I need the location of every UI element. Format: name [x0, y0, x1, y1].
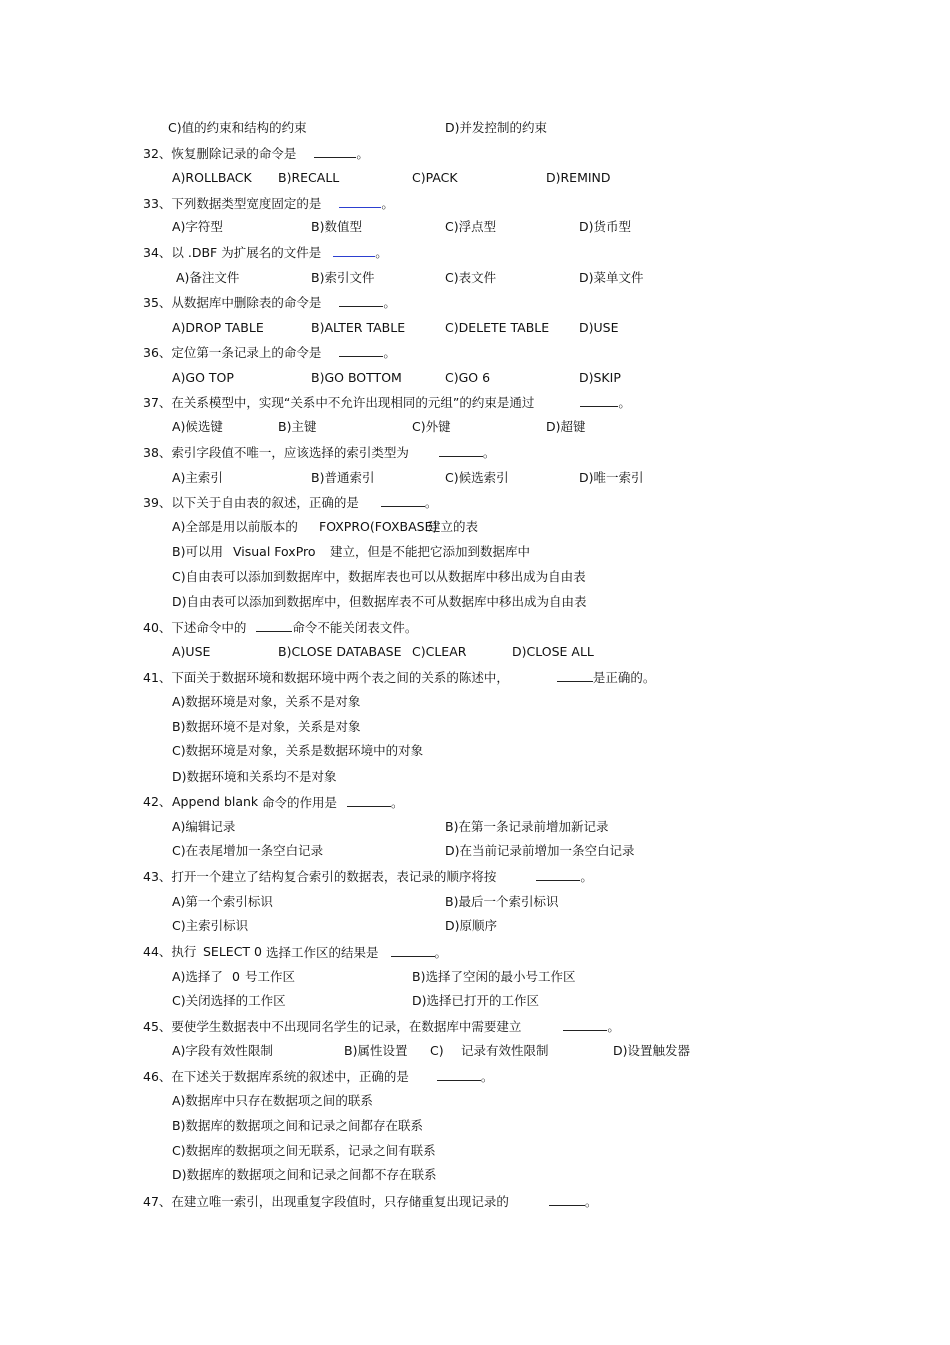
option-text [172, 794, 258, 810]
option-text [172, 1143, 436, 1159]
line-text: D)唯一索引 [579, 470, 644, 485]
option-text [278, 644, 402, 660]
answer-blank [391, 944, 435, 957]
answer-blank [256, 619, 292, 632]
option-text [445, 918, 497, 934]
answer-blank [381, 494, 425, 507]
line-text: 37、在关系模型中，实现“关系中不允许出现相同的元组”的约束是通过 [143, 395, 535, 410]
option-text [311, 370, 402, 386]
line-text: 42、 [143, 794, 172, 809]
line-text: Visual FoxPro [233, 544, 316, 559]
option-text [445, 270, 496, 286]
option-text [172, 719, 360, 735]
line-text: D)SKIP [579, 370, 621, 385]
line-text: D)数据库的数据项之间和记录之间都不存在联系 [172, 1167, 437, 1182]
line-text: 33、下列数据类型宽度固定的是 [143, 196, 322, 211]
option-text [579, 320, 618, 336]
line-text: 38、索引字段值不唯一，应该选择的索引类型为 [143, 445, 409, 460]
question-text [143, 444, 495, 460]
line-suffix: 。 [383, 345, 396, 360]
line-text: A)全部是用以前版本的 [172, 519, 298, 534]
line-text: 0 [232, 969, 240, 984]
answer-blank [580, 394, 618, 407]
option-text [613, 1043, 690, 1059]
option-text [579, 270, 644, 286]
line-text: C)候选索引 [445, 470, 509, 485]
line-suffix: 。 [434, 945, 448, 960]
option-text [311, 470, 374, 486]
line-text: B)数值型 [311, 219, 362, 234]
line-text: B)ALTER TABLE [311, 320, 406, 335]
line-text: 45、要使学生数据表中不出现同名学生的记录，在数据库中需要建立 [143, 1019, 522, 1034]
option-text [445, 370, 490, 386]
answer-blank [563, 1018, 607, 1031]
line-suffix: 。 [381, 196, 394, 211]
answer-blank [339, 195, 381, 208]
question-text [143, 794, 171, 810]
line-suffix: 。 [383, 295, 396, 310]
option-text [172, 544, 223, 560]
option-text [546, 170, 611, 186]
line-text: C)数据库的数据项之间无联系，记录之间有联系 [172, 1143, 436, 1158]
option-text [172, 843, 323, 859]
answer-blank [557, 669, 593, 682]
line-text: D)菜单文件 [579, 270, 644, 285]
line-text: A)第一个索引标识 [172, 894, 273, 909]
question-text [143, 868, 593, 884]
line-text: C) [430, 1043, 444, 1058]
question-text [143, 145, 369, 161]
line-text: B)数据库的数据项之间和记录之间都存在联系 [172, 1118, 423, 1133]
line-text: 建立，但是不能把它添加到数据库中 [330, 544, 531, 559]
line-text: D)原顺序 [445, 918, 498, 933]
line-text: C)GO 6 [445, 370, 491, 385]
line-text: 39、以下关于自由表的叙述，正确的是 [143, 495, 359, 510]
question-text [143, 494, 437, 510]
option-text [172, 1167, 437, 1183]
option-text [579, 470, 644, 486]
option-text [172, 170, 252, 186]
line-text: B)CLOSE DATABASE [278, 644, 402, 659]
line-text: C)DELETE TABLE [445, 320, 550, 335]
option-text [172, 569, 586, 585]
option-text [172, 320, 264, 336]
line-text: 32、恢复删除记录的命令是 [143, 146, 297, 161]
line-text: D)在当前记录前增加一条空白记录 [445, 843, 635, 858]
option-text [430, 1043, 444, 1059]
option-text [412, 170, 458, 186]
line-text: A)编辑记录 [172, 819, 236, 834]
option-text [344, 1043, 407, 1059]
line-text: D)货币型 [579, 219, 632, 234]
option-text [266, 944, 447, 960]
option-text [232, 969, 240, 985]
option-text [311, 270, 374, 286]
option-text [311, 320, 405, 336]
line-text: A)ROLLBACK [172, 170, 252, 185]
option-text [168, 120, 307, 136]
option-text [172, 470, 223, 486]
option-text [172, 769, 337, 785]
option-text [278, 419, 316, 435]
line-text: B)属性设置 [344, 1043, 408, 1058]
line-text: C)自由表可以添加到数据库中，数据库表也可以从数据库中移出成为自由表 [172, 569, 586, 584]
line-suffix: 命令不能关闭表文件。 [292, 620, 418, 635]
line-text: 46、在下述关于数据库系统的叙述中，正确的是 [143, 1069, 409, 1084]
option-text [172, 694, 360, 710]
line-text: A)选择了 [172, 969, 223, 984]
option-text [445, 843, 635, 859]
option-text [172, 1043, 273, 1059]
line-suffix: 。 [482, 445, 496, 460]
line-text: A)字符型 [172, 219, 223, 234]
line-text: C)浮点型 [445, 219, 497, 234]
line-text: A)数据库中只存在数据项之间的联系 [172, 1093, 373, 1108]
line-text: D)CLOSE ALL [512, 644, 594, 659]
option-text [172, 743, 423, 759]
option-text [172, 594, 587, 610]
option-text [262, 794, 404, 810]
line-text: B)索引文件 [311, 270, 375, 285]
option-text [445, 219, 496, 235]
line-text: D)设置触发器 [613, 1043, 691, 1058]
line-text: B)可以用 [172, 544, 223, 559]
option-text [172, 1118, 423, 1134]
line-suffix: 。 [584, 1194, 598, 1209]
option-text [445, 819, 608, 835]
question-text [143, 294, 396, 310]
answer-blank [439, 444, 483, 457]
line-text: 记录有效性限制 [461, 1043, 549, 1058]
option-text [172, 918, 248, 934]
line-suffix: 。 [356, 146, 369, 161]
line-text: C)表文件 [445, 270, 497, 285]
option-text [311, 219, 362, 235]
line-text: C)PACK [412, 170, 458, 185]
question-text [143, 944, 196, 960]
line-text: 号工作区 [245, 969, 296, 984]
line-text: D)REMIND [546, 170, 611, 185]
option-text [203, 944, 262, 960]
answer-blank [339, 344, 383, 357]
answer-blank [437, 1068, 481, 1081]
line-text: FOXPRO(FOXBASE) [319, 519, 438, 534]
option-text [412, 644, 466, 660]
option-text [461, 1043, 549, 1059]
line-text: 40、下述命令中的 [143, 620, 247, 635]
option-text [172, 519, 298, 535]
line-text: A)数据环境是对象，关系不是对象 [172, 694, 361, 709]
option-text [245, 969, 295, 985]
line-text: C)主索引标识 [172, 918, 249, 933]
line-text: SELECT 0 [203, 944, 262, 959]
line-suffix: 。 [391, 795, 404, 810]
line-text: D)USE [579, 320, 619, 335]
option-text [172, 644, 210, 660]
line-text: B)RECALL [278, 170, 340, 185]
line-text: B)选择了空闲的最小号工作区 [412, 969, 576, 984]
option-text [176, 270, 239, 286]
option-text [319, 519, 437, 535]
option-text [172, 370, 234, 386]
line-text: D)并发控制的约束 [445, 120, 548, 135]
option-text [445, 470, 509, 486]
option-text [172, 969, 223, 985]
line-text: C)外键 [412, 419, 451, 434]
option-text [233, 544, 316, 560]
line-text: 选择工作区的结果是 [266, 945, 379, 960]
question-text [143, 1018, 620, 1034]
option-text [512, 644, 594, 660]
line-text: A)备注文件 [176, 270, 240, 285]
option-text [330, 544, 530, 560]
answer-blank [347, 794, 391, 807]
line-text: A)USE [172, 644, 211, 659]
answer-blank [333, 244, 375, 257]
line-text: C)值的约束和结构的约束 [168, 120, 307, 135]
line-text: D)超键 [546, 419, 586, 434]
line-text: 43、打开一个建立了结构复合索引的数据表，表记录的顺序将按 [143, 869, 497, 884]
option-text [278, 170, 339, 186]
option-text [412, 419, 451, 435]
option-text [412, 969, 575, 985]
line-suffix: 。 [580, 869, 593, 884]
option-text [579, 219, 631, 235]
question-text [143, 195, 394, 211]
line-text: C)在表尾增加一条空白记录 [172, 843, 324, 858]
question-text [143, 619, 417, 635]
line-text: 命令的作用是 [262, 795, 338, 810]
line-text: D)选择已打开的工作区 [412, 993, 540, 1008]
line-text: Append blank [172, 794, 259, 809]
line-text: 41、下面关于数据环境和数据环境中两个表之间的关系的陈述中， [143, 670, 509, 685]
option-text [172, 819, 235, 835]
option-text [445, 320, 549, 336]
option-text [172, 894, 273, 910]
line-suffix: 。 [618, 395, 631, 410]
line-text: 44、执行 [143, 944, 197, 959]
line-text: B)在第一条记录前增加新记录 [445, 819, 609, 834]
line-suffix: 。 [480, 1069, 494, 1084]
option-text [172, 1093, 373, 1109]
line-text: D)数据环境和关系均不是对象 [172, 769, 337, 784]
line-suffix: 。 [424, 495, 438, 510]
option-text [172, 993, 286, 1009]
line-text: A)GO TOP [172, 370, 234, 385]
line-text: A)主索引 [172, 470, 223, 485]
answer-blank [536, 868, 580, 881]
line-text: A)候选键 [172, 419, 223, 434]
option-text [412, 993, 539, 1009]
line-text: 47、在建立唯一索引，出现重复字段值时，只存储重复出现记录的 [143, 1194, 509, 1209]
line-text: 建立的表 [428, 519, 479, 534]
question-text [143, 669, 655, 685]
question-text [143, 244, 388, 260]
question-text [143, 1068, 493, 1084]
line-text: C)CLEAR [412, 644, 467, 659]
option-text [428, 519, 478, 535]
line-text: 36、定位第一条记录上的命令是 [143, 345, 322, 360]
line-text: B)数据环境不是对象，关系是对象 [172, 719, 361, 734]
line-text: B)主键 [278, 419, 317, 434]
line-text: A)DROP TABLE [172, 320, 264, 335]
answer-blank [339, 294, 383, 307]
line-text: C)关闭选择的工作区 [172, 993, 286, 1008]
line-suffix: 是正确的。 [592, 670, 656, 685]
option-text [546, 419, 586, 435]
line-text: 35、从数据库中删除表的命令是 [143, 295, 322, 310]
line-text: B)普通索引 [311, 470, 375, 485]
answer-blank [549, 1193, 585, 1206]
line-suffix: 。 [607, 1019, 620, 1034]
line-text: B)GO BOTTOM [311, 370, 402, 385]
line-suffix: 。 [375, 245, 388, 260]
option-text [445, 120, 547, 136]
line-text: B)最后一个索引标识 [445, 894, 559, 909]
option-text [172, 219, 223, 235]
question-text [143, 394, 631, 410]
line-text: D)自由表可以添加到数据库中，但数据库表不可从数据库中移出成为自由表 [172, 594, 587, 609]
answer-blank [314, 145, 356, 158]
line-text: C)数据环境是对象，关系是数据环境中的对象 [172, 743, 424, 758]
option-text [579, 370, 621, 386]
option-text [445, 894, 558, 910]
line-text: A)字段有效性限制 [172, 1043, 273, 1058]
line-text: 34、以 .DBF 为扩展名的文件是 [143, 245, 322, 260]
question-text [143, 1193, 597, 1209]
option-text [172, 419, 223, 435]
question-text [143, 344, 396, 360]
